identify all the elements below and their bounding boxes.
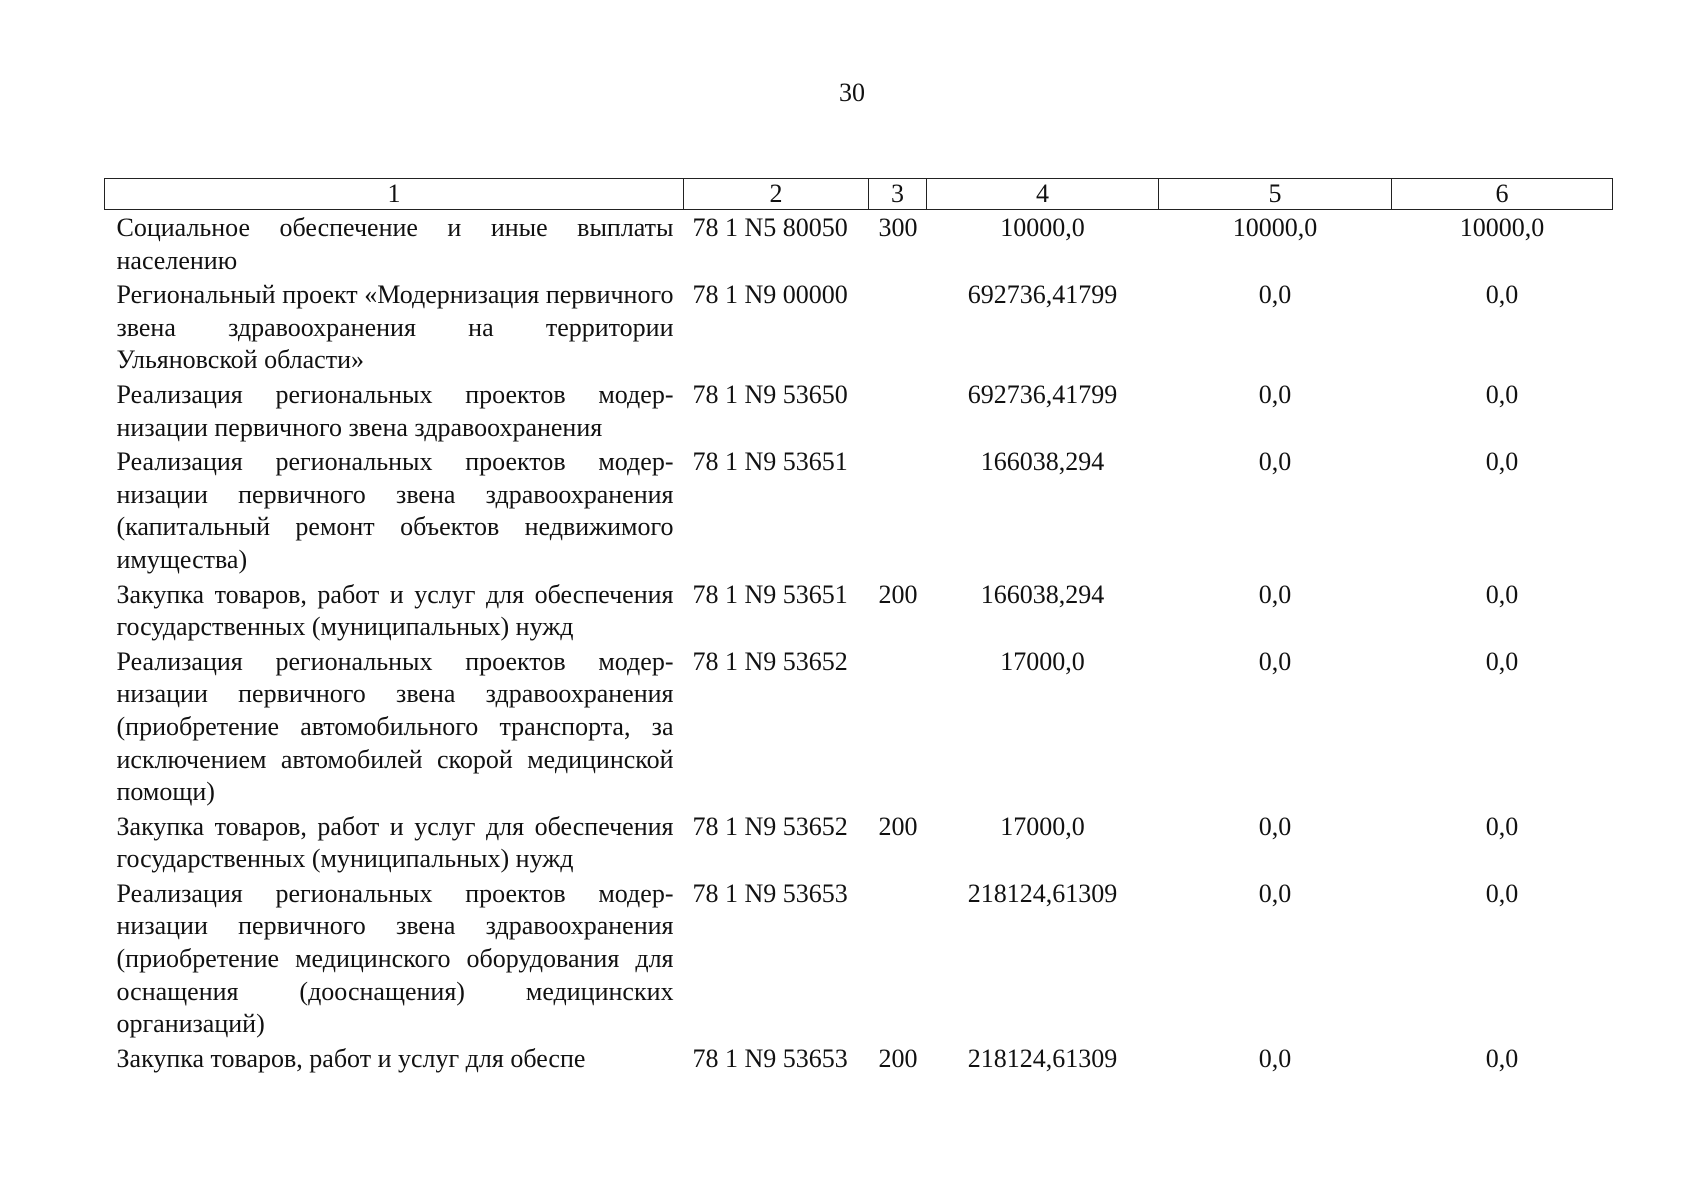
header-col-5: 5 — [1159, 179, 1392, 210]
table-row — [105, 809, 1613, 876]
row-name: Реализация региональных проектов модернизации первичного звена здравоохранения (приобретение медицинского оборудования для оснащения (дооснащения) медицинских организаций) — [116, 878, 674, 1039]
header-col-1: 1 — [105, 179, 684, 210]
table-row — [105, 444, 1613, 576]
row-code: 78 1 N9 53653 — [692, 878, 848, 908]
row-value-5: 0,0 — [1258, 1043, 1292, 1073]
table-row — [105, 577, 1613, 644]
row-name: Реализация региональных проектов модернизации первичного звена здравоохранения — [116, 379, 674, 442]
row-value-4: 692736,41799 — [967, 280, 1118, 310]
row-value-4: 218124,61309 — [967, 878, 1118, 908]
table-row — [105, 644, 1613, 809]
row-expense-type — [869, 444, 927, 576]
row-value-4: 692736,41799 — [967, 379, 1118, 409]
header-col-2: 2 — [684, 179, 869, 210]
table-row — [105, 277, 1613, 377]
row-code: 78 1 N9 00000 — [692, 280, 848, 310]
row-value-4: 166038,294 — [980, 579, 1105, 609]
header-col-3: 3 — [869, 179, 927, 210]
row-expense-type — [869, 644, 927, 809]
table-body — [105, 210, 1613, 1076]
row-name: Закупка товаров, работ и услуг для обеспечения государственных (муниципальных) нужд — [116, 811, 674, 874]
row-code: 78 1 N5 80050 — [692, 213, 848, 242]
row-code: 78 1 N9 53651 — [692, 447, 848, 477]
row-name: Реализация региональных проектов модернизации первичного звена здравоохранения (приобретение автомобильного транспорта, за исключением автомобилей скорой медицинской помощи) — [116, 646, 674, 807]
row-value-5: 0,0 — [1258, 811, 1292, 841]
row-value-6: 0,0 — [1485, 878, 1519, 908]
header-col-6: 6 — [1392, 179, 1613, 210]
table-row — [105, 1041, 1613, 1076]
row-value-6: 0,0 — [1485, 579, 1519, 609]
row-value-4: 10000,0 — [1000, 213, 1085, 242]
row-expense-type: 200 — [878, 579, 918, 609]
row-expense-type — [869, 377, 927, 444]
row-code: 78 1 N9 53651 — [692, 579, 848, 609]
header-col-4: 4 — [927, 179, 1159, 210]
table-row — [105, 210, 1613, 278]
row-value-6: 0,0 — [1485, 1043, 1519, 1073]
row-value-6: 0,0 — [1485, 280, 1519, 310]
table-row — [105, 377, 1613, 444]
row-value-5: 0,0 — [1258, 878, 1292, 908]
row-name: Реализация региональных проектов модернизации первичного звена здравоохранения (капитальный ремонт объектов недвижимого имущества) — [116, 447, 674, 574]
row-value-6: 0,0 — [1485, 379, 1519, 409]
row-value-6: 10000,0 — [1459, 213, 1545, 242]
budget-table — [104, 178, 1613, 1075]
row-value-5: 0,0 — [1258, 646, 1292, 676]
row-expense-type: 200 — [878, 811, 918, 841]
row-expense-type: 200 — [878, 1043, 918, 1073]
row-code: 78 1 N9 53653 — [692, 1043, 848, 1073]
row-value-5: 10000,0 — [1232, 213, 1318, 242]
row-value-4: 166038,294 — [980, 447, 1105, 477]
row-value-6: 0,0 — [1485, 646, 1519, 676]
row-expense-type: 300 — [878, 213, 918, 242]
row-value-6: 0,0 — [1485, 811, 1519, 841]
row-code: 78 1 N9 53652 — [692, 646, 848, 676]
row-code: 78 1 N9 53650 — [692, 379, 848, 409]
row-name: Социальное обеспечение и иные выплаты населению — [116, 213, 674, 275]
row-name: Закупка товаров, работ и услуг для обеспечения государственных (муниципальных) нужд — [116, 579, 674, 642]
page-number: 30 — [839, 78, 865, 107]
row-expense-type — [869, 277, 927, 377]
table-header — [105, 179, 1613, 210]
row-value-5: 0,0 — [1258, 447, 1292, 477]
table-row — [105, 876, 1613, 1041]
header-row — [105, 179, 1613, 210]
row-value-5: 0,0 — [1258, 379, 1292, 409]
row-name: Региональный проект «Модернизация первичного звена здравоохранения на территории Ульяновской области» — [116, 280, 674, 375]
row-value-5: 0,0 — [1258, 280, 1292, 310]
row-value-4: 218124,61309 — [967, 1043, 1118, 1073]
row-expense-type — [869, 876, 927, 1041]
row-name: Закупка товаров, работ и услуг для обеспе — [116, 1043, 586, 1073]
row-value-6: 0,0 — [1485, 447, 1519, 477]
row-code: 78 1 N9 53652 — [692, 811, 848, 841]
row-value-4: 17000,0 — [1000, 811, 1085, 841]
row-value-4: 17000,0 — [1000, 646, 1085, 676]
row-value-5: 0,0 — [1258, 579, 1292, 609]
